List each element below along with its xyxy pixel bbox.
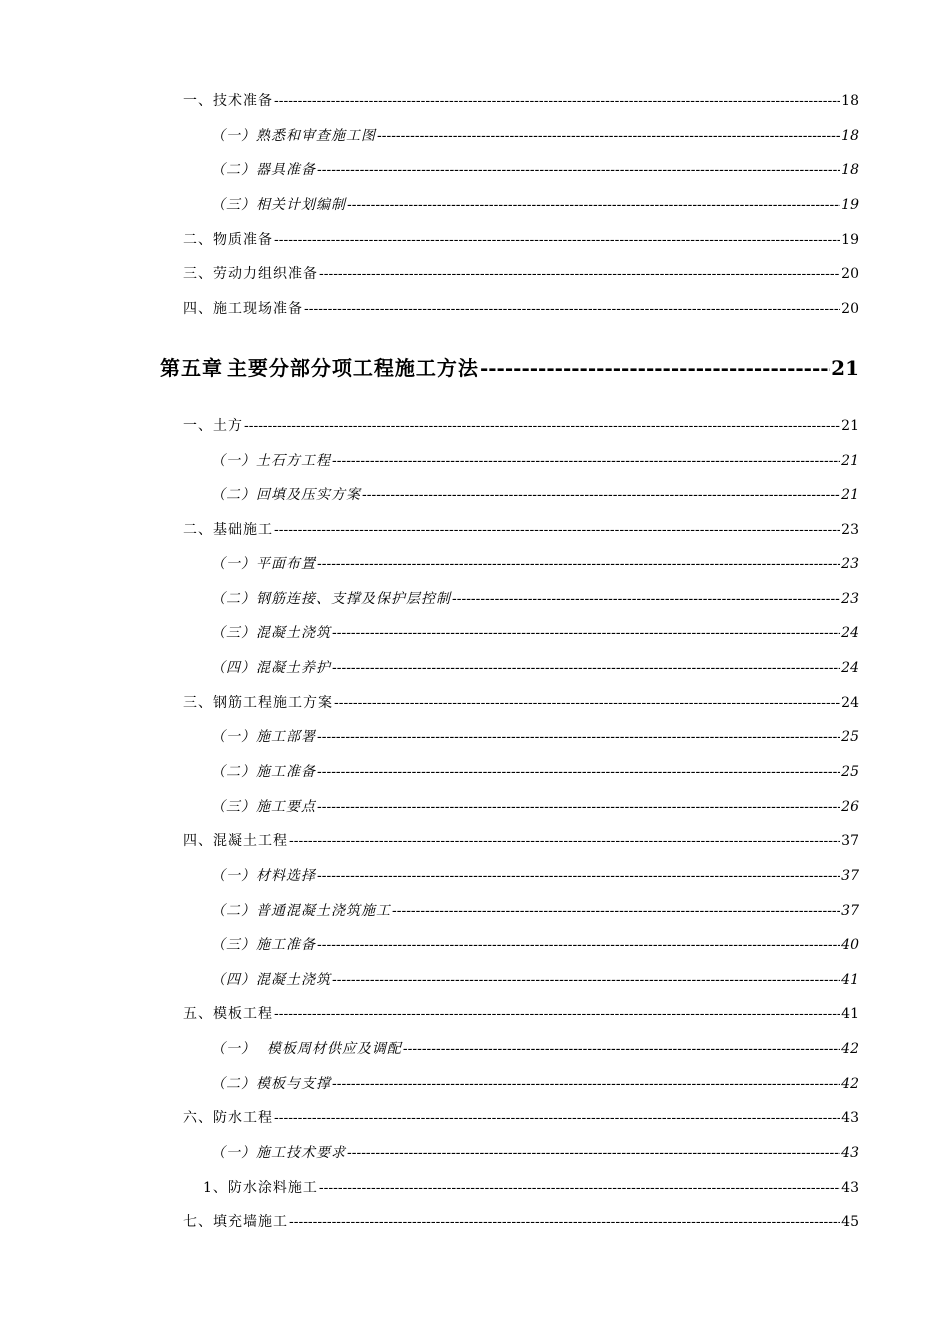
- toc-entry-text: 二、物质准备: [183, 232, 273, 248]
- chapter-title: 主要分部分项工程施工方法: [226, 356, 479, 380]
- toc-entry[interactable]: [211, 1038, 859, 1058]
- dot-leader: [317, 868, 840, 884]
- dot-leader: [317, 556, 840, 572]
- toc-page-number: 18: [841, 128, 859, 144]
- toc-entry[interactable]: [211, 726, 859, 746]
- dot-leader: [289, 1214, 840, 1230]
- dot-leader: [244, 418, 840, 434]
- dot-leader: [317, 937, 840, 953]
- dot-leader: [317, 729, 840, 745]
- toc-page-number: 40: [841, 937, 859, 953]
- toc-entry[interactable]: [203, 1177, 859, 1197]
- toc-page-number: 41: [841, 972, 859, 988]
- dot-leader: [289, 833, 840, 849]
- toc-entry-text: 七、填充墙施工: [183, 1214, 288, 1230]
- toc-entry-text: 一、技术准备: [183, 93, 273, 109]
- dot-leader: [332, 660, 840, 676]
- dot-leader: [274, 93, 840, 109]
- toc-entry-text: （二）器具准备: [211, 162, 316, 178]
- dot-leader: [347, 1145, 840, 1161]
- dot-leader: [392, 903, 840, 919]
- dot-leader: [347, 197, 840, 213]
- toc-entry[interactable]: [211, 125, 859, 145]
- toc-chapter-heading[interactable]: [160, 352, 859, 381]
- toc-entry-text: 六、防水工程: [183, 1110, 273, 1126]
- toc-entry-text: （一）施工部署: [211, 729, 316, 745]
- toc-entry-text: （二）回填及压实方案: [211, 487, 361, 503]
- toc-entry[interactable]: [183, 229, 859, 249]
- toc-entry[interactable]: [211, 969, 859, 989]
- dot-leader: [332, 453, 840, 469]
- toc-entry[interactable]: [211, 588, 859, 608]
- toc-entry[interactable]: [211, 796, 859, 816]
- toc-entry[interactable]: [211, 159, 859, 179]
- toc-entry-text: （一） 模板周材供应及调配: [211, 1041, 402, 1057]
- toc-page-number: 21: [831, 356, 859, 380]
- toc-page-number: 21: [841, 487, 859, 503]
- toc-entry-text: 三、钢筋工程施工方案: [183, 695, 333, 711]
- toc-entry-text: （三）施工要点: [211, 799, 316, 815]
- toc-entry[interactable]: [211, 194, 859, 214]
- toc-page-number: 21: [841, 453, 859, 469]
- dot-leader: [274, 522, 840, 538]
- toc-page-number: 42: [841, 1041, 859, 1057]
- dot-leader: [317, 162, 840, 178]
- dot-leader: [480, 356, 830, 380]
- toc-entry-text: （三）施工准备: [211, 937, 316, 953]
- dot-leader: [274, 1006, 840, 1022]
- toc-entry[interactable]: [183, 90, 859, 110]
- toc-entry-text: （一）平面布置: [211, 556, 316, 572]
- toc-entry-text: （二）钢筋连接、支撑及保护层控制: [211, 591, 451, 607]
- dot-leader: [362, 487, 840, 503]
- toc-entry-text: （三）混凝土浇筑: [211, 625, 331, 641]
- toc-page-number: 37: [841, 903, 859, 919]
- toc-entry[interactable]: [183, 692, 859, 712]
- toc-entry-text: （二）普通混凝土浇筑施工: [211, 903, 391, 919]
- toc-entry-text: （四）混凝土养护: [211, 660, 331, 676]
- dot-leader: [317, 764, 840, 780]
- toc-page-number: 20: [841, 301, 859, 317]
- toc-entry[interactable]: [183, 1003, 859, 1023]
- toc-entry-text: （二）施工准备: [211, 764, 316, 780]
- dot-leader: [304, 301, 840, 317]
- chapter-label: 第五章: [160, 356, 223, 380]
- toc-page-number: 21: [841, 418, 859, 434]
- toc-entry-text: （一）土石方工程: [211, 453, 331, 469]
- toc-entry-text: （二）模板与支撑: [211, 1076, 331, 1092]
- toc-page-number: 19: [841, 197, 859, 213]
- toc-page-number: 43: [841, 1110, 859, 1126]
- dot-leader: [274, 232, 840, 248]
- toc-page-number: 18: [841, 162, 859, 178]
- toc-entry-text: （一）施工技术要求: [211, 1145, 346, 1161]
- dot-leader: [319, 1180, 840, 1196]
- toc-page-number: 37: [841, 833, 859, 849]
- toc-entry[interactable]: [183, 415, 859, 435]
- toc-page-number: 25: [841, 764, 859, 780]
- toc-page-number: 25: [841, 729, 859, 745]
- toc-entry[interactable]: [183, 298, 859, 318]
- toc-entry[interactable]: [183, 1107, 859, 1127]
- toc-entry[interactable]: [183, 519, 859, 539]
- toc-entry[interactable]: [183, 263, 859, 283]
- dot-leader: [452, 591, 840, 607]
- dot-leader: [332, 972, 840, 988]
- toc-page-number: 18: [841, 93, 859, 109]
- dot-leader: [332, 1076, 840, 1092]
- toc-entry[interactable]: [183, 830, 859, 850]
- toc-page-number: 24: [841, 695, 859, 711]
- toc-entry-text: （三）相关计划编制: [211, 197, 346, 213]
- dot-leader: [319, 266, 840, 282]
- toc-page-number: 19: [841, 232, 859, 248]
- toc-entry[interactable]: [211, 865, 859, 885]
- toc-page-number: 41: [841, 1006, 859, 1022]
- toc-entry[interactable]: [211, 657, 859, 677]
- toc-entry[interactable]: [211, 484, 859, 504]
- toc-entry[interactable]: [211, 761, 859, 781]
- toc-entry[interactable]: [211, 622, 859, 642]
- toc-page-number: 43: [841, 1180, 859, 1196]
- toc-entry[interactable]: [183, 1211, 859, 1231]
- toc-entry-text: 四、混凝土工程: [183, 833, 288, 849]
- toc-page-number: 24: [841, 625, 859, 641]
- toc-entry[interactable]: [211, 1073, 859, 1093]
- dot-leader: [317, 799, 840, 815]
- toc-entry-text: （一）材料选择: [211, 868, 316, 884]
- dot-leader: [403, 1041, 840, 1057]
- toc-entry-text: 四、施工现场准备: [183, 301, 303, 317]
- toc-entry-text: 二、基础施工: [183, 522, 273, 538]
- toc-entry[interactable]: [211, 934, 859, 954]
- toc-entry[interactable]: [211, 1142, 859, 1162]
- toc-entry-text: （四）混凝土浇筑: [211, 972, 331, 988]
- toc-page-number: 42: [841, 1076, 859, 1092]
- toc-entry-text: 一、土方: [183, 418, 243, 434]
- toc-entry-text: 五、模板工程: [183, 1006, 273, 1022]
- dot-leader: [332, 625, 840, 641]
- dot-leader: [377, 128, 840, 144]
- toc-entry[interactable]: [211, 900, 859, 920]
- toc-entry-text: 1、防水涂料施工: [203, 1180, 318, 1196]
- toc-page-number: 26: [841, 799, 859, 815]
- dot-leader: [334, 695, 840, 711]
- toc-page-number: 20: [841, 266, 859, 282]
- dot-leader: [274, 1110, 840, 1126]
- toc-page-number: 23: [841, 522, 859, 538]
- toc-page-number: 23: [841, 591, 859, 607]
- toc-page-number: 23: [841, 556, 859, 572]
- toc-page-number: 37: [841, 868, 859, 884]
- toc-entry-text: 三、劳动力组织准备: [183, 266, 318, 282]
- toc-page-number: 45: [841, 1214, 859, 1230]
- toc-entry[interactable]: [211, 450, 859, 470]
- toc-entry-text: （一）熟悉和审查施工图: [211, 128, 376, 144]
- toc-page-number: 43: [841, 1145, 859, 1161]
- toc-page-number: 24: [841, 660, 859, 676]
- toc-entry[interactable]: [211, 553, 859, 573]
